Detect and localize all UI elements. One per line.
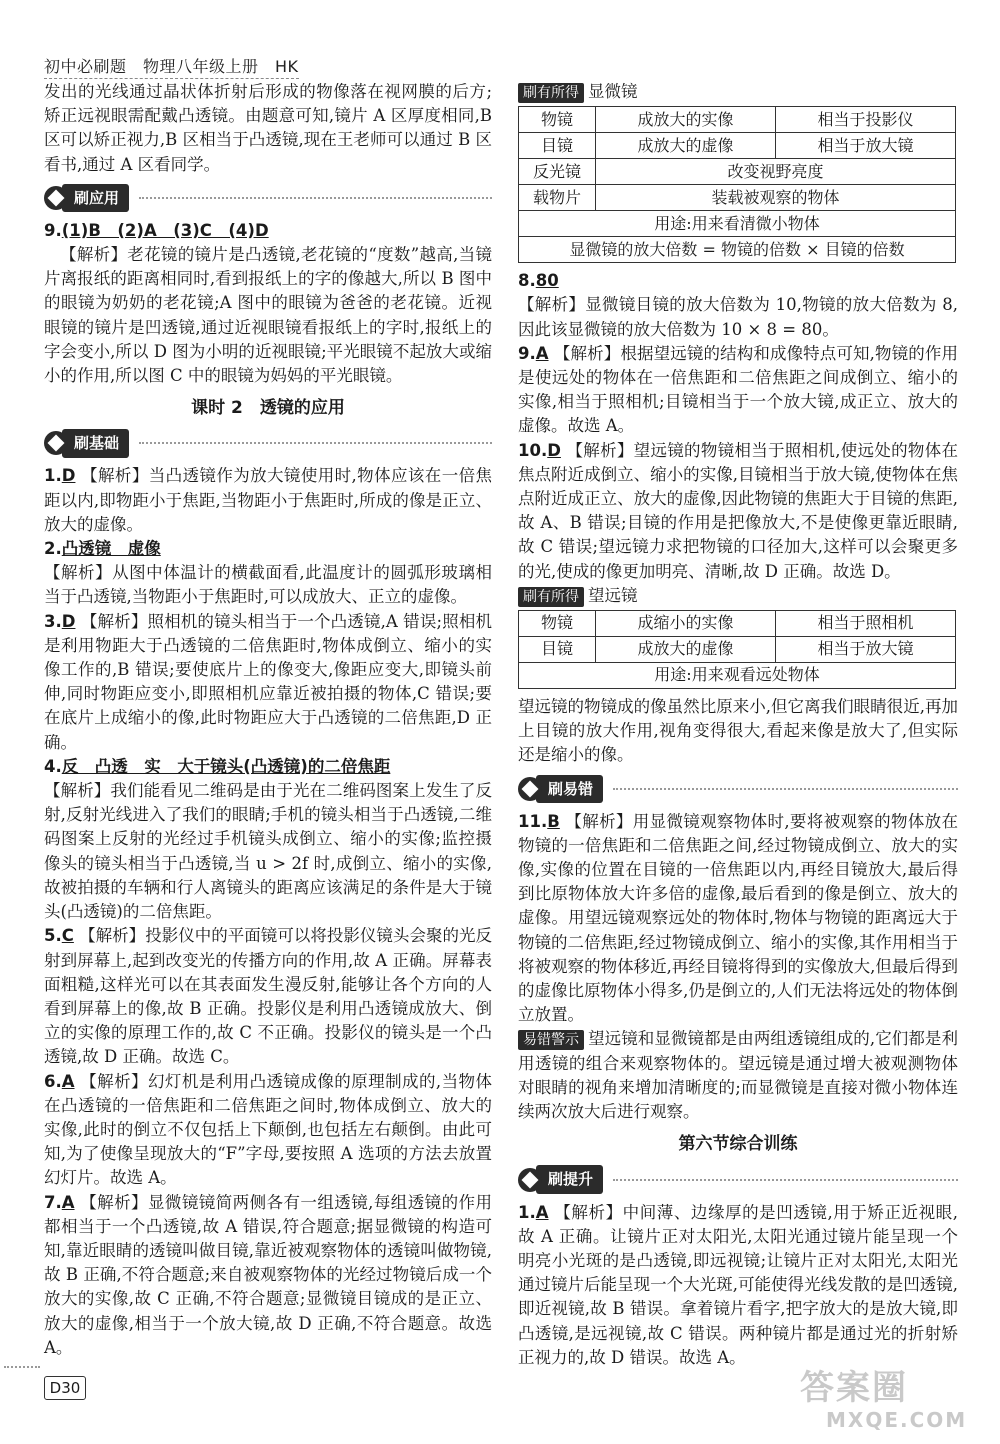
gain-microscope-heading: 刷有所得 显微镜 [518,80,958,104]
section-title: 课时 2 透镜的应用 [191,398,345,419]
question-6: 6.A 【解析】幻灯机是利用凸透镜成像的原理制成的,当物体在凸透镜的一倍焦距和二倍焦距之间时,物体成倒立、放大的实像,此时的倒立不仅包括上下颠倒,也包括左右颠倒。由此可知,为了使像呈现放大的“F”字母,要按照 A 选项的方法去放置幻灯片。故选 A。 [44,1071,492,1188]
table-row: 载物片 装载被观察的物体 [519,185,956,211]
error-warning: 易错警示 望远镜和显微镜都是由两组透镜组成的,它们都是利用透镜的组合来观察物体的。望远镜是通过增大被观测物体对眼睛的视角来增加清晰度的;而显微镜是直接对微小物体连续两次放大后进行观察。 [518,1029,958,1122]
pencil-icon [44,186,68,210]
table-row: 目镜 成放大的虚像 相当于放大镜 [519,133,956,159]
question-5: 5.C 【解析】投影仪中的平面镜可以将投影仪镜头会聚的光反射到屏幕上,起到改变光的传播方向的作用,故 A 正确。屏幕表面粗糙,这样光可以在其表面发生漫反射,能够让各个方向的人看到屏幕上的像,故 B 正确。投影仪是利用凸透镜成放大、倒立的实像的原理工作的,故 C 不正确。投影仪的镜头是一个凸透镜,故 D 正确。故选 C。 [44,926,492,1067]
running-header: 初中必刷题 物理八年级上册 HK [44,54,299,79]
badge-improve: 刷提升 [518,1165,958,1195]
left-column [44,80,492,1360]
page-number: D30 [44,1376,86,1400]
question-2: 2.凸透镜 虚像 【解析】从图中体温计的横截面看,此温度计的圆弧形玻璃相当于凸透镜,当物距小于焦距时,可以成放大、正立的虚像。 [44,539,492,607]
pencil-icon [518,777,542,801]
page-dots [4,1366,40,1368]
watermark-url: MXQE.COM [826,1408,968,1432]
question-10: 10.D 【解析】望远镜的物镜相当于照相机,使远处的物体在焦点附近成倒立、缩小的实像,目镜相当于放大镜,使物体在焦点附近成正立、放大的虚像,因此物镜的焦距大于目镜的焦距,故 A、B 错误;目镜的作用是把像放大,不是使像更靠近眼睛,故 C 错误;望远镜力求把物镜的口径加大,这样可以会聚更多的光,使成的像更加明亮、清晰,故 D 正确。故选 D。 [518,440,958,581]
question-1: 1.D 【解析】当凸透镜作为放大镜使用时,物体应该在一倍焦距以内,即物距小于焦距,当物距小于焦距时,所成的像是正立、放大的虚像。 [44,466,492,534]
table-row: 物镜 成放大的实像 相当于投影仪 [519,107,956,133]
telescope-table [518,610,956,689]
telescope-note: 望远镜的物镜成的像虽然比原来小,但它离我们眼睛很近,再加上目镜的放大作用,视角变得很大,看起来像是放大了,但实际还是缩小的像。 [518,697,958,765]
intro-paragraph: 发出的光线通过晶状体折射后形成的物像落在视网膜的后方;矫正远视眼需配戴凸透镜。由题意可知,镜片 A 区厚度相同,B 区可以矫正视力,B 区相当于凸透镜,现在王老师可以通过 B 区看书,通过 A 区看同学。 [44,82,492,174]
table-row: 目镜 成放大的虚像 相当于放大镜 [519,637,956,663]
badge-error: 刷易错 [518,774,958,804]
table-row: 物镜 成缩小的实像 相当于照相机 [519,611,956,637]
question-4: 4.反 凸透 实 大于镜头(凸透镜)的二倍焦距 【解析】我们能看见二维码是由于光在二维码图案上发生了反射,反射光线进入了我们的眼睛;手机的镜头相当于凸透镜,二维码图案上反射的光经过手机镜头成倒立、缩小的实像;监控摄像头的镜头相当于凸透镜,当 u > 2f 时,成倒立、缩小的实像,故被拍摄的车辆和行人离镜头的距离应该满足的条件是大于镜头(凸透镜)的二倍焦距。 [44,756,492,922]
table-row: 用途:用来看清微小物体 [519,211,956,237]
question-9-right: 9.A 【解析】根据望远镜的结构和成像特点可知,物镜的作用是使远处的物体在一倍焦距和二倍焦距之间成倒立、缩小的实像,相当于照相机;目镜相当于一个放大镜,成正立、放大的虚像。故选 A。 [518,343,959,436]
table-row: 用途:用来观看远处物体 [519,663,956,689]
badge-basic: 刷基础 [44,428,492,458]
question-1-improve: 1.A 【解析】中间薄、边缘厚的是凹透镜,用于矫正近视眼,故 A 正确。让镜片正对太阳光,太阳光通过镜片能呈现一个明亮小光斑的是凸透镜,即远视镜;让镜片正对太阳光,太阳光通过镜片后能呈现一个大光斑,可能使得光线发散的是凹透镜,即近视镜,故 B 错误。拿着镜片看字,把字放大的是放大镜,即凸透镜,是远视镜,故 C 错误。两种镜片都是通过光的折射矫正视力的,故 D 错误。故选 A。 [518,1202,958,1367]
gain-telescope-heading: 刷有所得 望远镜 [518,584,958,608]
badge-apply: 刷应用 [44,183,492,213]
right-column [518,80,958,1370]
question-11: 11.B 【解析】用显微镜观察物体时,要将被观察的物体放在物镜的一倍焦距和二倍焦距之间,经过物镜成倒立、放大的实像,实像的位置在目镜的一倍焦距以内,再经目镜放大,最后得到比原物体放大许多倍的虚像,最后看到的像是倒立、放大的虚像。用望远镜观察远处的物体时,物体与物镜的距离远大于物镜的二倍焦距,经过物镜成倒立、缩小的实像,其作用相当于将被观察的物体移近,再经目镜将得到的实像放大,但最后得到的虚像比原物体小得多,仍是倒立的,人们无法将远处的物体倒立放置。 [518,811,958,1025]
question-7: 7.A 【解析】显微镜镜简两侧各有一组透镜,每组透镜的作用都相当于一个凸透镜,故 A 错误,符合题意;据显微镜的构造可知,靠近眼睛的透镜叫做目镜,靠近被观察物体的透镜叫做物镜,故 B 正确,不符合题意;来自被观察物体的光经过物镜后成一个放大的实像,故 C 正确,不符合题意;显微镜目镜成的是正立、放大的虚像,相当于一个放大镜,故 D 正确,不符合题意。故选 A。 [44,1192,492,1357]
table-row: 显微镜的放大倍数 = 物镜的倍数 × 目镜的倍数 [519,237,956,263]
question-8: 8.80 【解析】显微镜目镜的放大倍数为 10,物镜的放大倍数为 8,因此该显微镜的放大倍数为 10 × 8 = 80。 [518,271,958,339]
pencil-icon [518,1168,542,1192]
question-3: 3.D 【解析】照相机的镜头相当于一个凸透镜,A 错误;照相机是利用物距大于凸透镜的二倍焦距时,物体成倒立、缩小的实像工作的,B 错误;要使底片上的像变大,像距应变大,即镜头前伸,同时物距应变小,即照相机应靠近被拍摄的物体,C 错误;要在底片上成缩小的像,此时物距应大于凸透镜的二倍焦距,D 正确。 [44,611,492,752]
question-9: 9.(1)B (2)A (3)C (4)D 【解析】老花镜的镜片是凸透镜,老花镜的“度数”越高,当镜片离报纸的距离相同时,看到报纸上的字的像越大,所以 B 图中的眼镜为奶奶的老花镜;A 图中的眼镜为爸爸的老花镜。近视眼镜的镜片是凹透镜,通过近视眼镜看报纸上的字时,报纸上的字会变小,所以 D 图为小明的近视眼镜;平光眼镜不起放大或缩小的作用,所以图 C 中的眼镜为妈妈的平光眼镜。 [44,220,492,386]
watermark-logo: 答案圈 [800,1368,908,1408]
section-title-2: 第六节综合训练 [678,1134,798,1155]
microscope-table [518,106,956,263]
table-row: 反光镜 改变视野亮度 [519,159,956,185]
